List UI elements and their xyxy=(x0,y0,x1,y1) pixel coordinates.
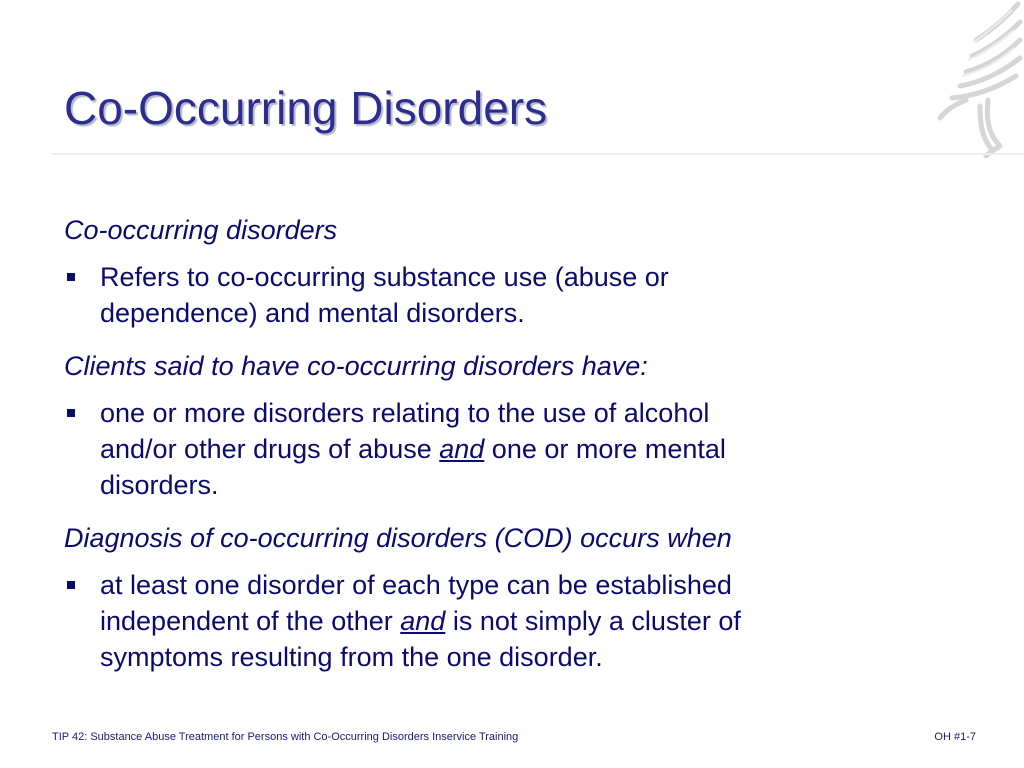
footer-training-title: TIP 42: Substance Abuse Treatment for Persons with Co-Occurring Disorders Inservice Training xyxy=(52,731,519,743)
bullet-definition xyxy=(64,259,944,331)
bullet-text-line: Refers to co-occurring substance use (abuse or xyxy=(100,262,669,292)
bullet-text-segment: is not simply a cluster of xyxy=(445,606,741,636)
bullet-text-line: dependence) and mental disorders. xyxy=(100,298,525,328)
bullet-text-segment: and/or other drugs of abuse xyxy=(100,434,440,464)
section-heading-diagnosis: Diagnosis of co-occurring disorders (COD) occurs when xyxy=(64,523,732,553)
emphasis-and: and xyxy=(400,606,446,636)
bullet-text-line xyxy=(100,431,944,467)
slide-title: Co-Occurring Disorders xyxy=(64,82,548,134)
section-heading-definition: Co-occurring disorders xyxy=(64,215,338,245)
bullet-text-line: one or more disorders relating to the use of alcohol xyxy=(100,398,710,428)
bullet-square-icon xyxy=(67,581,75,589)
bullet-text-segment: independent of the other xyxy=(100,606,401,636)
footer-page-number: OH #1-7 xyxy=(934,731,976,743)
bullet-square-icon xyxy=(67,273,75,281)
section-heading-clients: Clients said to have co-occurring disorders have: xyxy=(64,351,648,381)
slide-content xyxy=(64,212,944,675)
bullet-text-segment: one or more mental xyxy=(484,434,726,464)
bullet-square-icon xyxy=(67,409,75,417)
bullet-diagnosis xyxy=(64,567,944,675)
bullet-text-line: disorders. xyxy=(100,470,219,500)
bullet-text-line xyxy=(100,603,944,639)
hhs-eagle-logo-icon xyxy=(896,0,1024,160)
title-divider xyxy=(52,153,1024,155)
bullet-text-line: at least one disorder of each type can be established xyxy=(100,570,732,600)
bullet-text-line: symptoms resulting from the one disorder. xyxy=(100,642,603,672)
bullet-clients xyxy=(64,395,944,503)
emphasis-and: and xyxy=(439,434,485,464)
